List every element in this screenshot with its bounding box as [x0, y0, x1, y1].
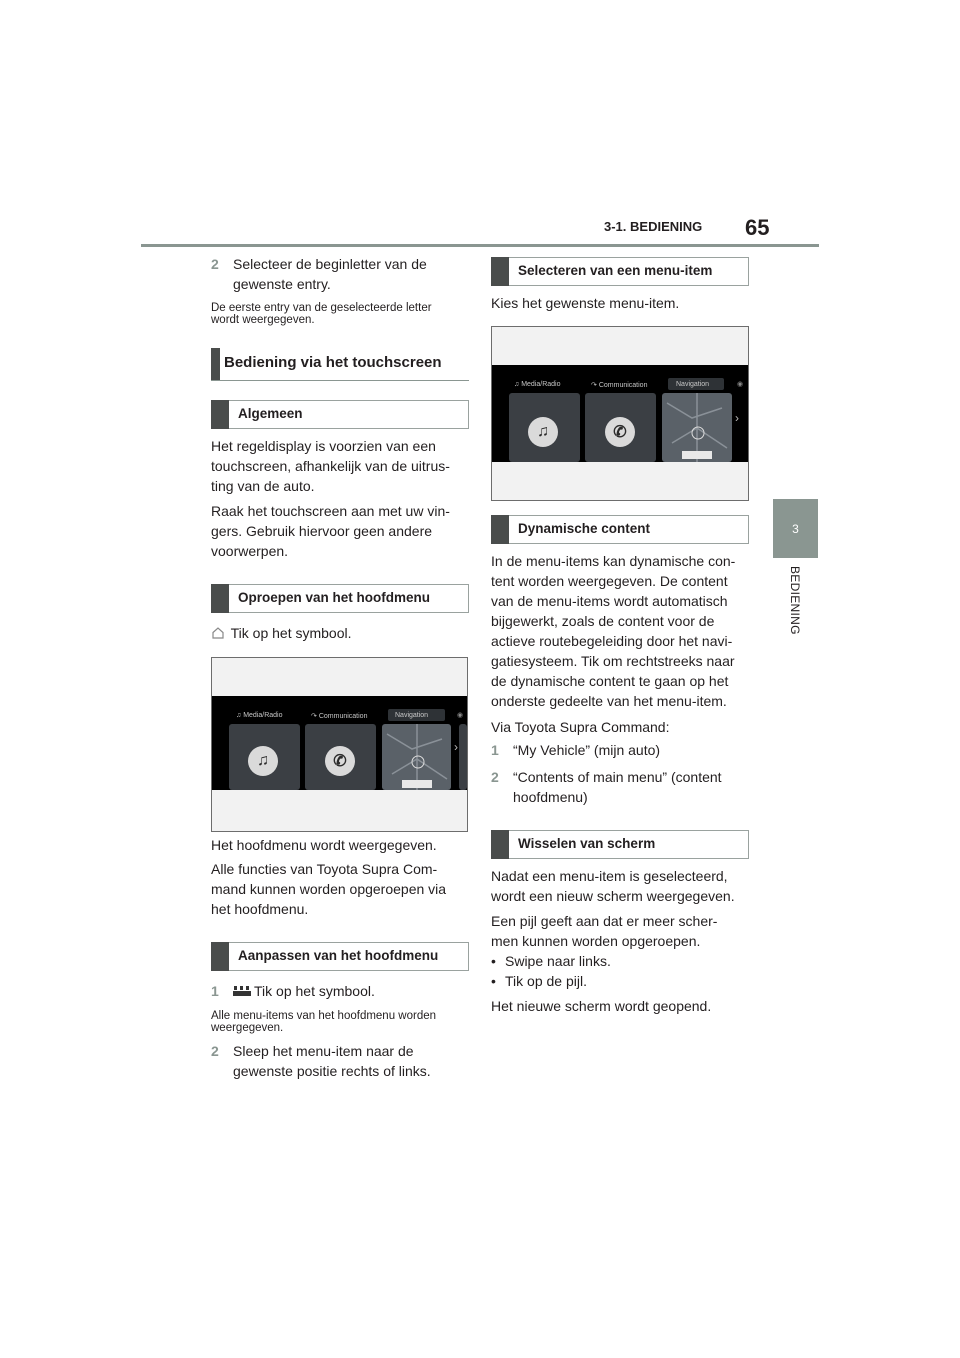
music-note-icon: ♫	[514, 381, 520, 388]
text-line: de dynamische content te gaan op het	[491, 673, 729, 689]
text-line: onderste gedeelte van het menu-item.	[491, 693, 727, 709]
paragraph-hoofdmenu-1: Het hoofdmenu wordt weergegeven.	[211, 837, 437, 853]
paragraph-via: Via Toyota Supra Command:	[491, 719, 670, 735]
tile-label-communication: Communication	[598, 382, 648, 389]
paragraph-algemeen-1	[211, 436, 469, 496]
text-line: In de menu-items kan dynamische con-	[491, 553, 736, 569]
music-note-icon: ♫	[236, 712, 242, 719]
tiles-icon	[233, 985, 251, 997]
tap-symbol-line	[211, 623, 469, 643]
chevron-right-icon[interactable]: ›	[454, 740, 458, 754]
step-text-line: gewenste entry.	[233, 276, 331, 292]
phone-icon: ✆	[325, 746, 355, 776]
heading-bar	[491, 830, 509, 859]
tile-label-media: Media/Radio	[243, 712, 283, 719]
paragraph-selecteren: Kies het gewenste menu-item.	[491, 295, 680, 311]
header-rule	[141, 244, 819, 247]
tile-label-media: Media/Radio	[521, 381, 561, 388]
heading-oproepen	[211, 584, 469, 613]
step-text-line: gewenste positie rechts of links.	[233, 1063, 431, 1079]
text-line: actieve routebegeleiding door het navi-	[491, 633, 733, 649]
heading-dynamisch	[491, 515, 749, 544]
heading-bar	[211, 400, 229, 429]
text-line: Nadat een menu-item is geselecteerd,	[491, 868, 728, 884]
heading-text: Oproepen van het hoofdmenu	[238, 590, 431, 605]
main-menu-screenshot	[211, 657, 468, 832]
step-number: 2	[491, 769, 499, 785]
tile-navigation[interactable]	[382, 724, 451, 790]
paragraph-wisselen-2	[491, 911, 753, 951]
text-line: ting van de auto.	[211, 478, 315, 494]
text-line: tent worden weergegeven. De content	[491, 573, 728, 589]
tile-media[interactable]	[229, 724, 300, 790]
heading-bar	[211, 942, 229, 971]
heading-bar	[211, 584, 229, 613]
tile-label-navigation: Navigation	[395, 712, 429, 719]
bullet-icon: •	[491, 953, 496, 969]
phone-icon: ↷	[591, 382, 597, 389]
note-line: weergegeven.	[211, 1022, 284, 1034]
phone-icon: ↷	[311, 713, 317, 720]
step-number: 2	[211, 256, 219, 272]
music-icon: ♫	[528, 417, 558, 447]
text-line: Raak het touchscreen aan met uw vin-	[211, 503, 450, 519]
tile-media[interactable]	[509, 393, 580, 462]
note-line: De eerste entry van de geselecteerde letter	[211, 302, 432, 314]
instruction-text: Tik op het symbool.	[230, 625, 352, 641]
step-text-line: Selecteer de beginletter van de	[233, 256, 427, 272]
menu-item-screenshot	[491, 326, 749, 501]
text-line: gatiesysteem. Tik om rechtstreeks naar	[491, 653, 735, 669]
heading-text: Algemeen	[238, 406, 303, 421]
text-line: Alle functies van Toyota Supra Com-	[211, 861, 438, 877]
chapter-number: 3	[792, 521, 799, 536]
tile-communication[interactable]	[305, 724, 376, 790]
text-line: Het regeldisplay is voorzien van een	[211, 438, 436, 454]
settings-icon: ◉	[457, 712, 464, 719]
note-line: wordt weergegeven.	[211, 314, 315, 326]
paragraph-wisselen-1	[491, 866, 753, 906]
note-line: Alle menu-items van het hoofdmenu worden	[211, 1010, 437, 1022]
heading-wisselen	[491, 830, 749, 859]
step-text: “My Vehicle” (mijn auto)	[513, 742, 661, 758]
page-number: 65	[745, 215, 770, 240]
bullet-icon: •	[491, 973, 496, 989]
note	[211, 302, 469, 326]
heading-text: Aanpassen van het hoofdmenu	[238, 948, 439, 963]
chapter-tab	[773, 499, 818, 558]
chapter-side-label	[780, 566, 810, 666]
step-number: 2	[211, 1043, 219, 1059]
tile-label-navigation: Navigation	[676, 381, 710, 388]
bullet-item	[491, 971, 749, 991]
bullet-text: Tik op de pijl.	[505, 973, 587, 989]
map-icon	[382, 724, 451, 790]
heading-aanpassen	[211, 942, 469, 971]
step-number: 1	[491, 742, 499, 758]
step-number: 1	[211, 983, 219, 999]
text-line: men kunnen worden opgeroepen.	[491, 933, 701, 949]
heading-text: Dynamische content	[518, 521, 651, 536]
phone-icon: ✆	[605, 417, 635, 447]
chapter-title: BEDIENING	[788, 566, 802, 635]
step-text: Tik op het symbool.	[254, 983, 375, 999]
settings-icon: ◉	[737, 381, 744, 388]
heading-touchscreen	[211, 348, 469, 381]
heading-bar	[491, 257, 509, 286]
text-line: mand kunnen worden opgeroepen via	[211, 881, 447, 897]
tile-navigation[interactable]	[662, 393, 732, 462]
paragraph-hoofdmenu-2	[211, 859, 469, 919]
heading-text: Bediening via het touchscreen	[224, 354, 442, 371]
map-icon	[662, 393, 732, 462]
text-line: het hoofdmenu.	[211, 901, 309, 917]
paragraph-wisselen-3: Het nieuwe scherm wordt geopend.	[491, 998, 712, 1014]
tile-label-communication: Communication	[318, 713, 368, 720]
heading-selecteren	[491, 257, 749, 286]
paragraph-dynamisch	[491, 551, 753, 711]
step-text-line: hoofdmenu)	[513, 789, 588, 805]
heading-bar	[491, 515, 509, 544]
heading-text: Wisselen van scherm	[518, 836, 656, 851]
section-title: 3-1. BEDIENING	[604, 219, 703, 234]
heading-algemeen	[211, 400, 469, 429]
heading-text: Selecteren van een menu-item	[518, 263, 713, 278]
chevron-right-icon[interactable]: ›	[735, 411, 739, 425]
note	[211, 1010, 469, 1034]
text-line: voorwerpen.	[211, 543, 289, 559]
text-line: bijgewerkt, zoals de content voor de	[491, 613, 715, 629]
text-line: touchscreen, afhankelijk van de uitrus-	[211, 458, 450, 474]
paragraph-algemeen-2	[211, 501, 469, 561]
step-text-line: “Contents of main menu” (content	[513, 769, 722, 785]
display-screen	[492, 365, 748, 462]
step-text-line: Sleep het menu-item naar de	[233, 1043, 414, 1059]
heading-bar	[211, 348, 220, 380]
bullet-item	[491, 951, 749, 971]
bullet-text: Swipe naar links.	[505, 953, 611, 969]
text-line: wordt een nieuw scherm weergegeven.	[491, 888, 735, 904]
text-line: van de menu-items wordt automatisch	[491, 593, 728, 609]
text-line: Een pijl geeft aan dat er meer scher-	[491, 913, 718, 929]
tile-communication[interactable]	[585, 393, 656, 462]
home-icon	[211, 626, 225, 640]
music-icon: ♫	[248, 746, 278, 776]
text-line: gers. Gebruik hiervoor geen andere	[211, 523, 433, 539]
display-screen	[212, 696, 467, 790]
